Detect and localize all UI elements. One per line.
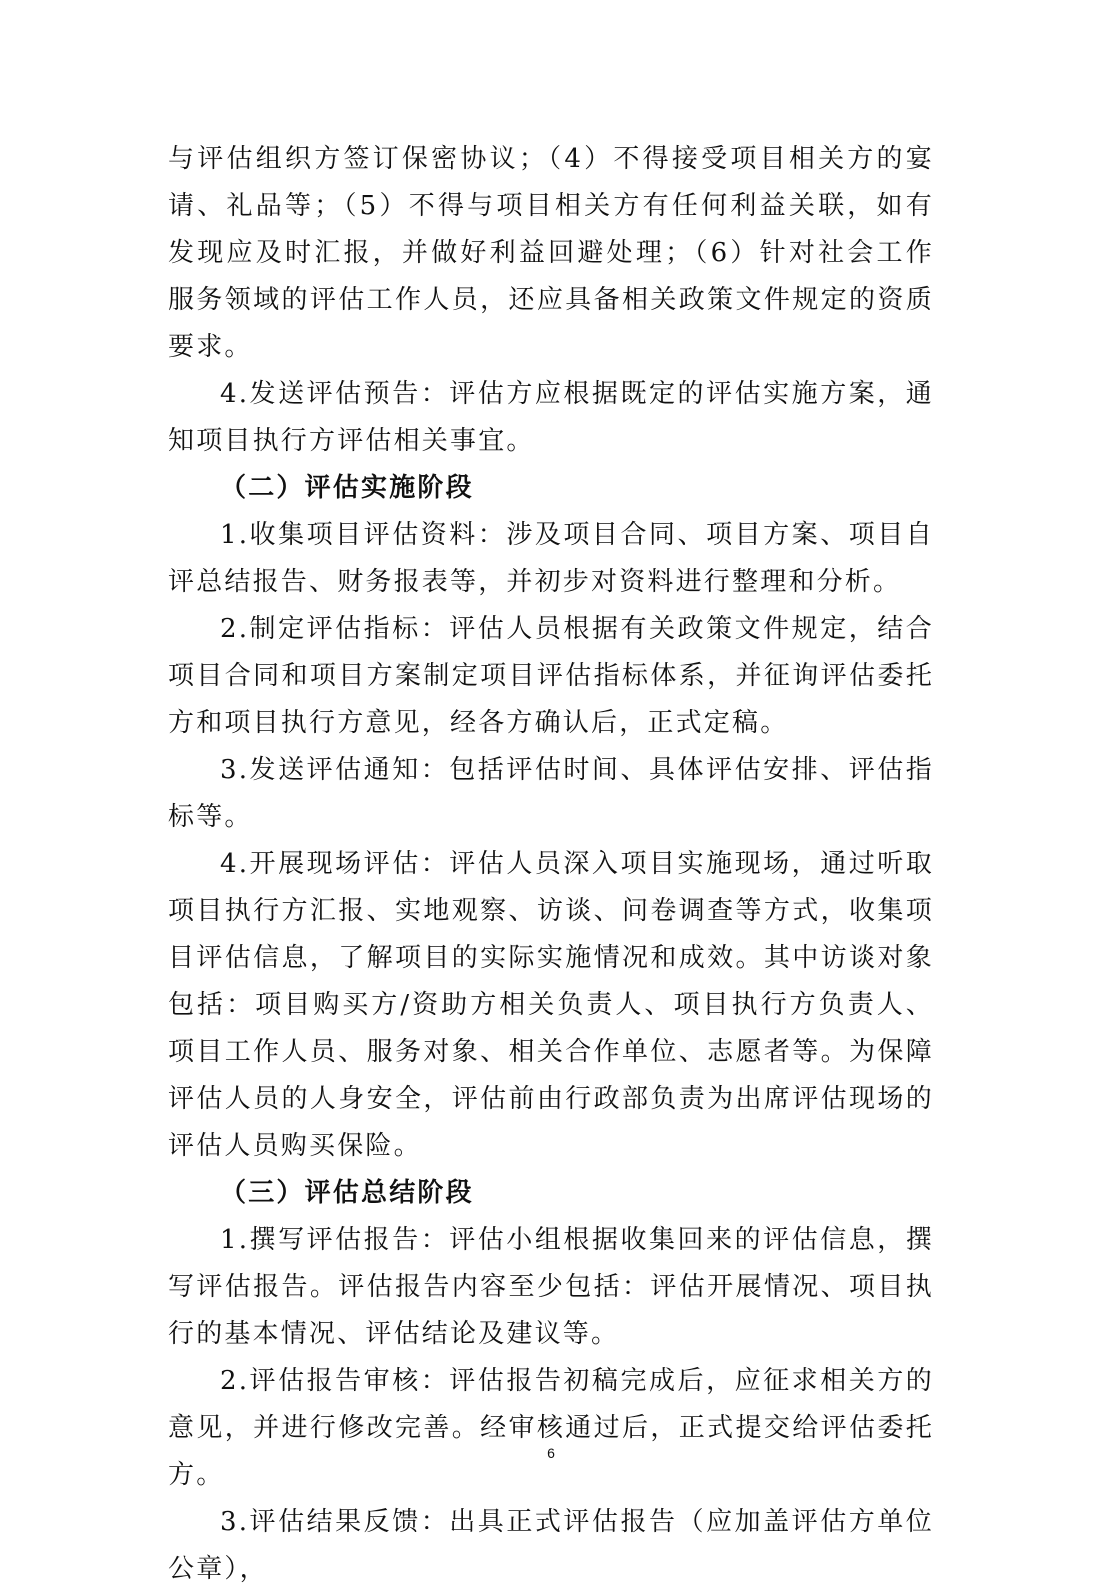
paragraph-send-notice: 3.发送评估通知：包括评估时间、具体评估安排、评估指标等。 <box>168 755 934 832</box>
paragraph-define-indicators: 2.制定评估指标：评估人员根据有关政策文件规定，结合项目合同和项目方案制定项目评估指标体系，并征询评估委托方和项目执行方意见，经各方确认后，正式定稿。 <box>168 614 934 738</box>
paragraph-result-feedback: 3.评估结果反馈：出具正式评估报告（应加盖评估方单位公章）， <box>168 1507 934 1584</box>
section-heading-summary: （三）评估总结阶段 <box>220 1178 474 1208</box>
paragraph-onsite-evaluation: 4.开展现场评估：评估人员深入项目实施现场，通过听取项目执行方汇报、实地观察、访谈、问卷调查等方式，收集项目评估信息，了解项目的实际实施情况和成效。其中访谈对象包括：项目购买方/资助方相关负责人、项目执行方负责人、项目工作人员、服务对象、相关合作单位、志愿者等。为保障评估人员的人身安全，评估前由行政部负责为出席评估现场的评估人员购买保险。 <box>168 849 934 1161</box>
page-number: 6 <box>547 1445 555 1461</box>
section-heading-implementation: （二）评估实施阶段 <box>220 473 474 503</box>
paragraph-send-notice-preview: 4.发送评估预告：评估方应根据既定的评估实施方案，通知项目执行方评估相关事宜。 <box>168 379 934 456</box>
paragraph-collect-materials: 1.收集项目评估资料：涉及项目合同、项目方案、项目自评总结报告、财务报表等，并初步对资料进行整理和分析。 <box>168 520 934 597</box>
paragraph-report-review: 2.评估报告审核：评估报告初稿完成后，应征求相关方的意见，并进行修改完善。经审核通过后，正式提交给评估委托方。 <box>168 1366 934 1490</box>
paragraph-write-report: 1.撰写评估报告：评估小组根据收集回来的评估信息，撰写评估报告。评估报告内容至少包括：评估开展情况、项目执行的基本情况、评估结论及建议等。 <box>168 1225 934 1349</box>
paragraph-confidentiality-continued: 与评估组织方签订保密协议；（4）不得接受项目相关方的宴请、礼品等；（5）不得与项目相关方有任何利益关联，如有发现应及时汇报，并做好利益回避处理；（6）针对社会工作服务领域的评估工作人员，还应具备相关政策文件规定的资质要求。 <box>168 144 934 362</box>
page-body <box>168 136 934 1593</box>
